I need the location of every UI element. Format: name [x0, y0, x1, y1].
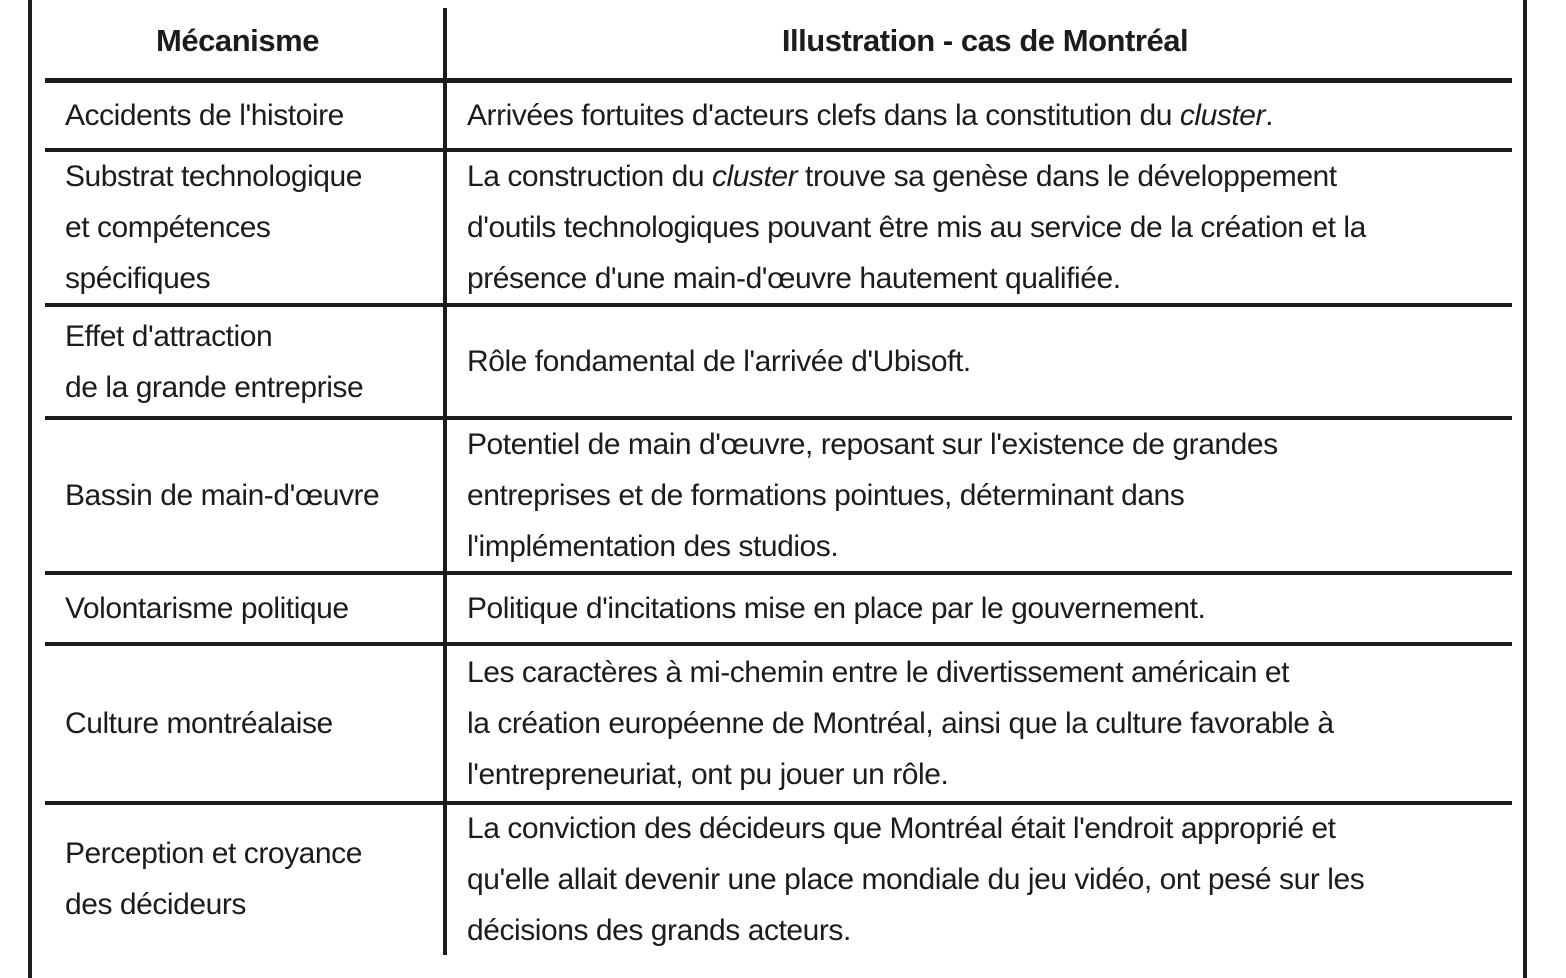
italic-term: cluster	[1179, 99, 1266, 132]
text-line	[467, 905, 1511, 956]
text-segment: qu'elle allait devenir une place mondiale du jeu vidéo, ont pesé sur les	[467, 862, 1365, 896]
text-line: Volontarisme politique	[65, 592, 349, 625]
text-line	[467, 698, 1511, 749]
text-segment: d'outils technologiques pouvant être mis au service de la création et la	[467, 211, 1366, 244]
text-line: Effet d'attraction	[65, 319, 273, 353]
text-line: des décideurs	[65, 888, 246, 921]
table-grid	[30, 0, 1525, 978]
text-segment: Potentiel de main d'œuvre, reposant sur l'existence de grandes	[467, 428, 1278, 461]
text-line: spécifiques	[65, 262, 211, 295]
text-line: Culture montréalaise	[65, 707, 333, 740]
text-line	[467, 803, 1511, 854]
text-line: Substrat technologique	[65, 160, 362, 193]
text-line: Bassin de main-d'œuvre	[65, 479, 380, 512]
text-segment: l'implémentation des studios.	[467, 530, 839, 563]
table-cell-illustration	[445, 305, 1525, 418]
table-cell-mechanism	[30, 573, 445, 644]
text-line: de la grande entreprise	[65, 370, 364, 404]
text-line	[467, 202, 1511, 253]
text-segment: la création européenne de Montréal, ainsi que la culture favorable à	[467, 707, 1334, 740]
text-segment: présence d'une main-d'œuvre hautement qualifiée.	[467, 262, 1121, 295]
table-cell-mechanism	[30, 81, 445, 150]
text-segment: Politique d'incitations mise en place par le gouvernement.	[467, 592, 1206, 625]
text-line: Accidents de l'histoire	[65, 99, 344, 132]
text-line: Perception et croyance	[65, 837, 362, 870]
italic-term: cluster	[711, 160, 798, 193]
table-cell-illustration	[445, 81, 1525, 150]
table-cell-illustration	[445, 150, 1525, 305]
table-cell-illustration	[445, 418, 1525, 573]
table-cell-mechanism	[30, 305, 445, 418]
column-header-illustration: Illustration - cas de Montréal	[781, 23, 1189, 58]
text-segment: Arrivées fortuites d'acteurs clefs dans la constitution du	[467, 99, 1180, 132]
column-header-mechanism: Mécanisme	[156, 23, 319, 58]
text-segment: La conviction des décideurs que Montréal était l'endroit approprié et	[467, 811, 1336, 845]
table-cell-mechanism	[30, 418, 445, 573]
table-cell-mechanism	[30, 803, 445, 955]
text-line	[467, 419, 1511, 470]
text-segment: La construction du	[467, 160, 712, 193]
text-segment: Les caractères à mi-chemin entre le divertissement américain et	[467, 656, 1289, 689]
text-line: et compétences	[65, 211, 271, 244]
text-line	[467, 583, 1511, 634]
text-segment: l'entrepreneuriat, ont pu jouer un rôle.	[467, 758, 949, 791]
text-segment: entreprises et de formations pointues, déterminant dans	[467, 479, 1185, 512]
table-cell-illustration	[445, 803, 1525, 955]
text-line	[467, 854, 1511, 905]
text-segment: décisions des grands acteurs.	[467, 913, 851, 947]
text-line	[467, 521, 1511, 572]
text-line	[467, 647, 1511, 698]
text-segment: trouve sa genèse dans le développement	[797, 160, 1337, 193]
text-line	[467, 90, 1511, 141]
text-line	[467, 253, 1511, 304]
text-line	[467, 151, 1511, 202]
table-cell-illustration	[445, 644, 1525, 803]
text-line	[467, 749, 1511, 800]
text-segment: .	[1265, 99, 1273, 132]
table-cell-illustration	[445, 573, 1525, 644]
table-cell-mechanism	[30, 644, 445, 803]
table-cell-mechanism	[30, 150, 445, 305]
text-line	[467, 470, 1511, 521]
text-line	[467, 336, 1511, 387]
text-segment: Rôle fondamental de l'arrivée d'Ubisoft.	[467, 345, 971, 378]
